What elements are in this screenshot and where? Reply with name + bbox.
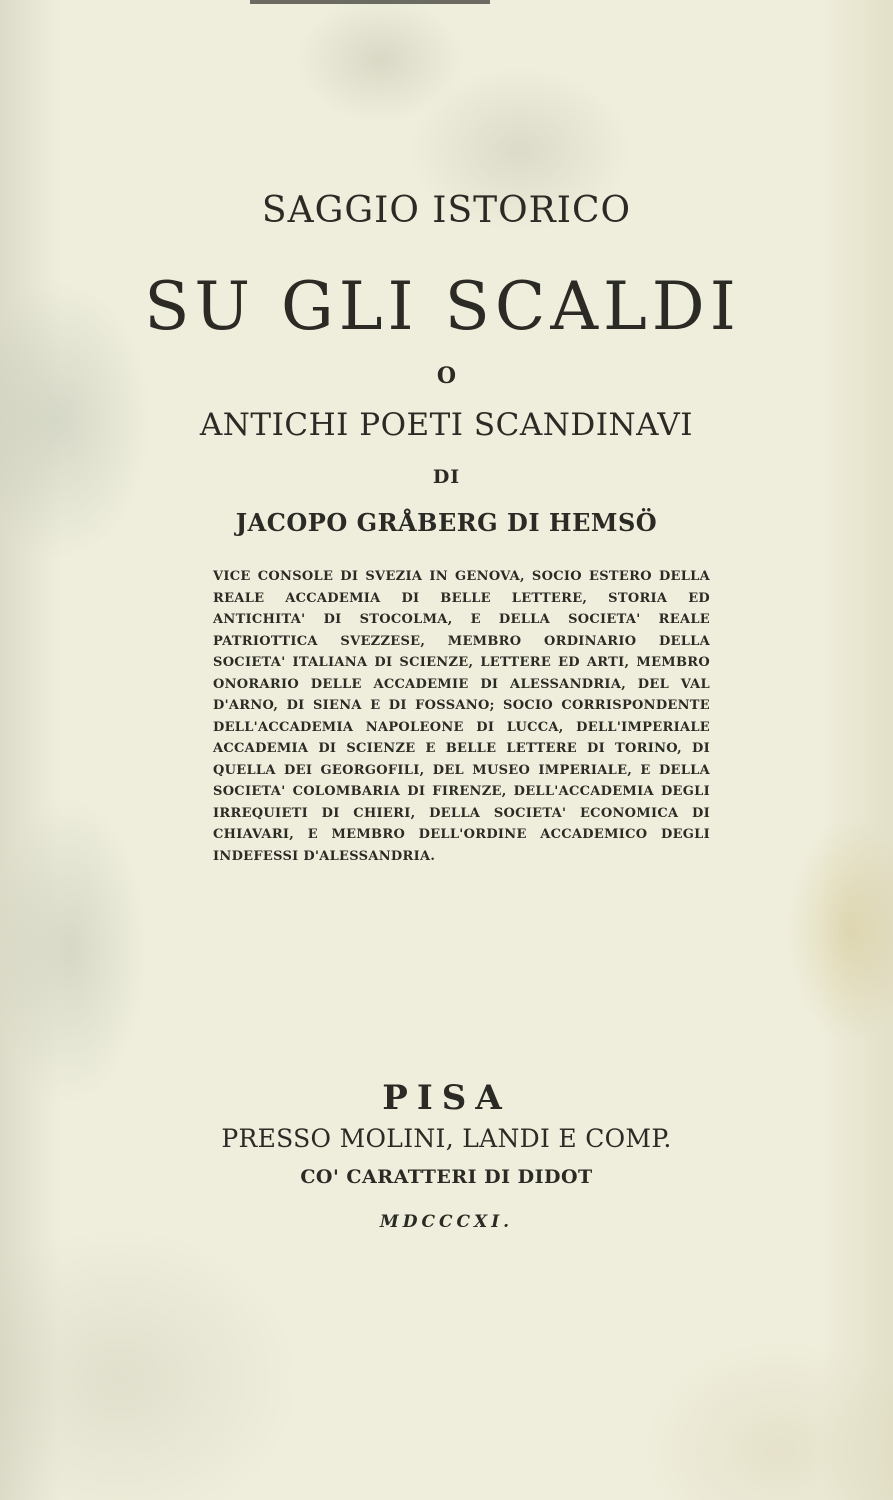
author-preposition: DI	[432, 466, 461, 488]
imprint-year: MDCCCXI.	[379, 1212, 514, 1232]
page-top-edge	[250, 0, 490, 4]
title-line-1: SAGGIO ISTORICO	[261, 190, 632, 231]
title-line-2: SU GLI SCALDI	[144, 268, 741, 345]
author-name: JACOPO GRÅBERG DI HEMSÖ	[235, 508, 658, 537]
title-conjunction: O	[436, 363, 457, 389]
imprint-city: PISA	[382, 1078, 511, 1118]
imprint-publisher: PRESSO MOLINI, LANDI E COMP.	[221, 1124, 672, 1153]
author-credentials: VICE CONSOLE DI SVEZIA IN GENOVA, SOCIO ESTERO DELLA REALE ACCADEMIA DI BELLE LETTERE, STORIA ED ANTICHITA' DI STOCOLMA, E DELLA SOCIETA' REALE PATRIOTTICA SVEZZESE, MEMBRO ORDINARIO DELLA SOCIETA' ITALIANA DI SCIENZE, LETTERE ED ARTI, MEMBRO ONORARIO DELLE ACCADEMIE DI ALESSANDRIA, DEL VAL D'ARNO, DI SIENA E DI FOSSANO; SOCIO CORRISPONDENTE DELL'ACCADEMIA NAPOLEONE DI LUCCA, DELL'IMPERIALE ACCADEMIA DI SCIENZE E BELLE LETTERE DI TORINO, DI QUELLA DEI GEORGOFILI, DEL MUSEO IMPERIALE, E DELLA SOCIETA' COLOMBARIA DI FIRENZE, DELL'ACCADEMIA DEGLI IRREQUIETI DI CHIERI, DELLA SOCIETA' ECONOMICA DI CHIAVARI, E MEMBRO DELL'ORDINE ACCADEMICO DEGLI INDEFESSI D'ALESSANDRIA.	[213, 569, 710, 864]
subtitle: ANTICHI POETI SCANDINAVI	[199, 407, 694, 443]
imprint-typeface: CO' CARATTERI DI DIDOT	[300, 1166, 593, 1188]
